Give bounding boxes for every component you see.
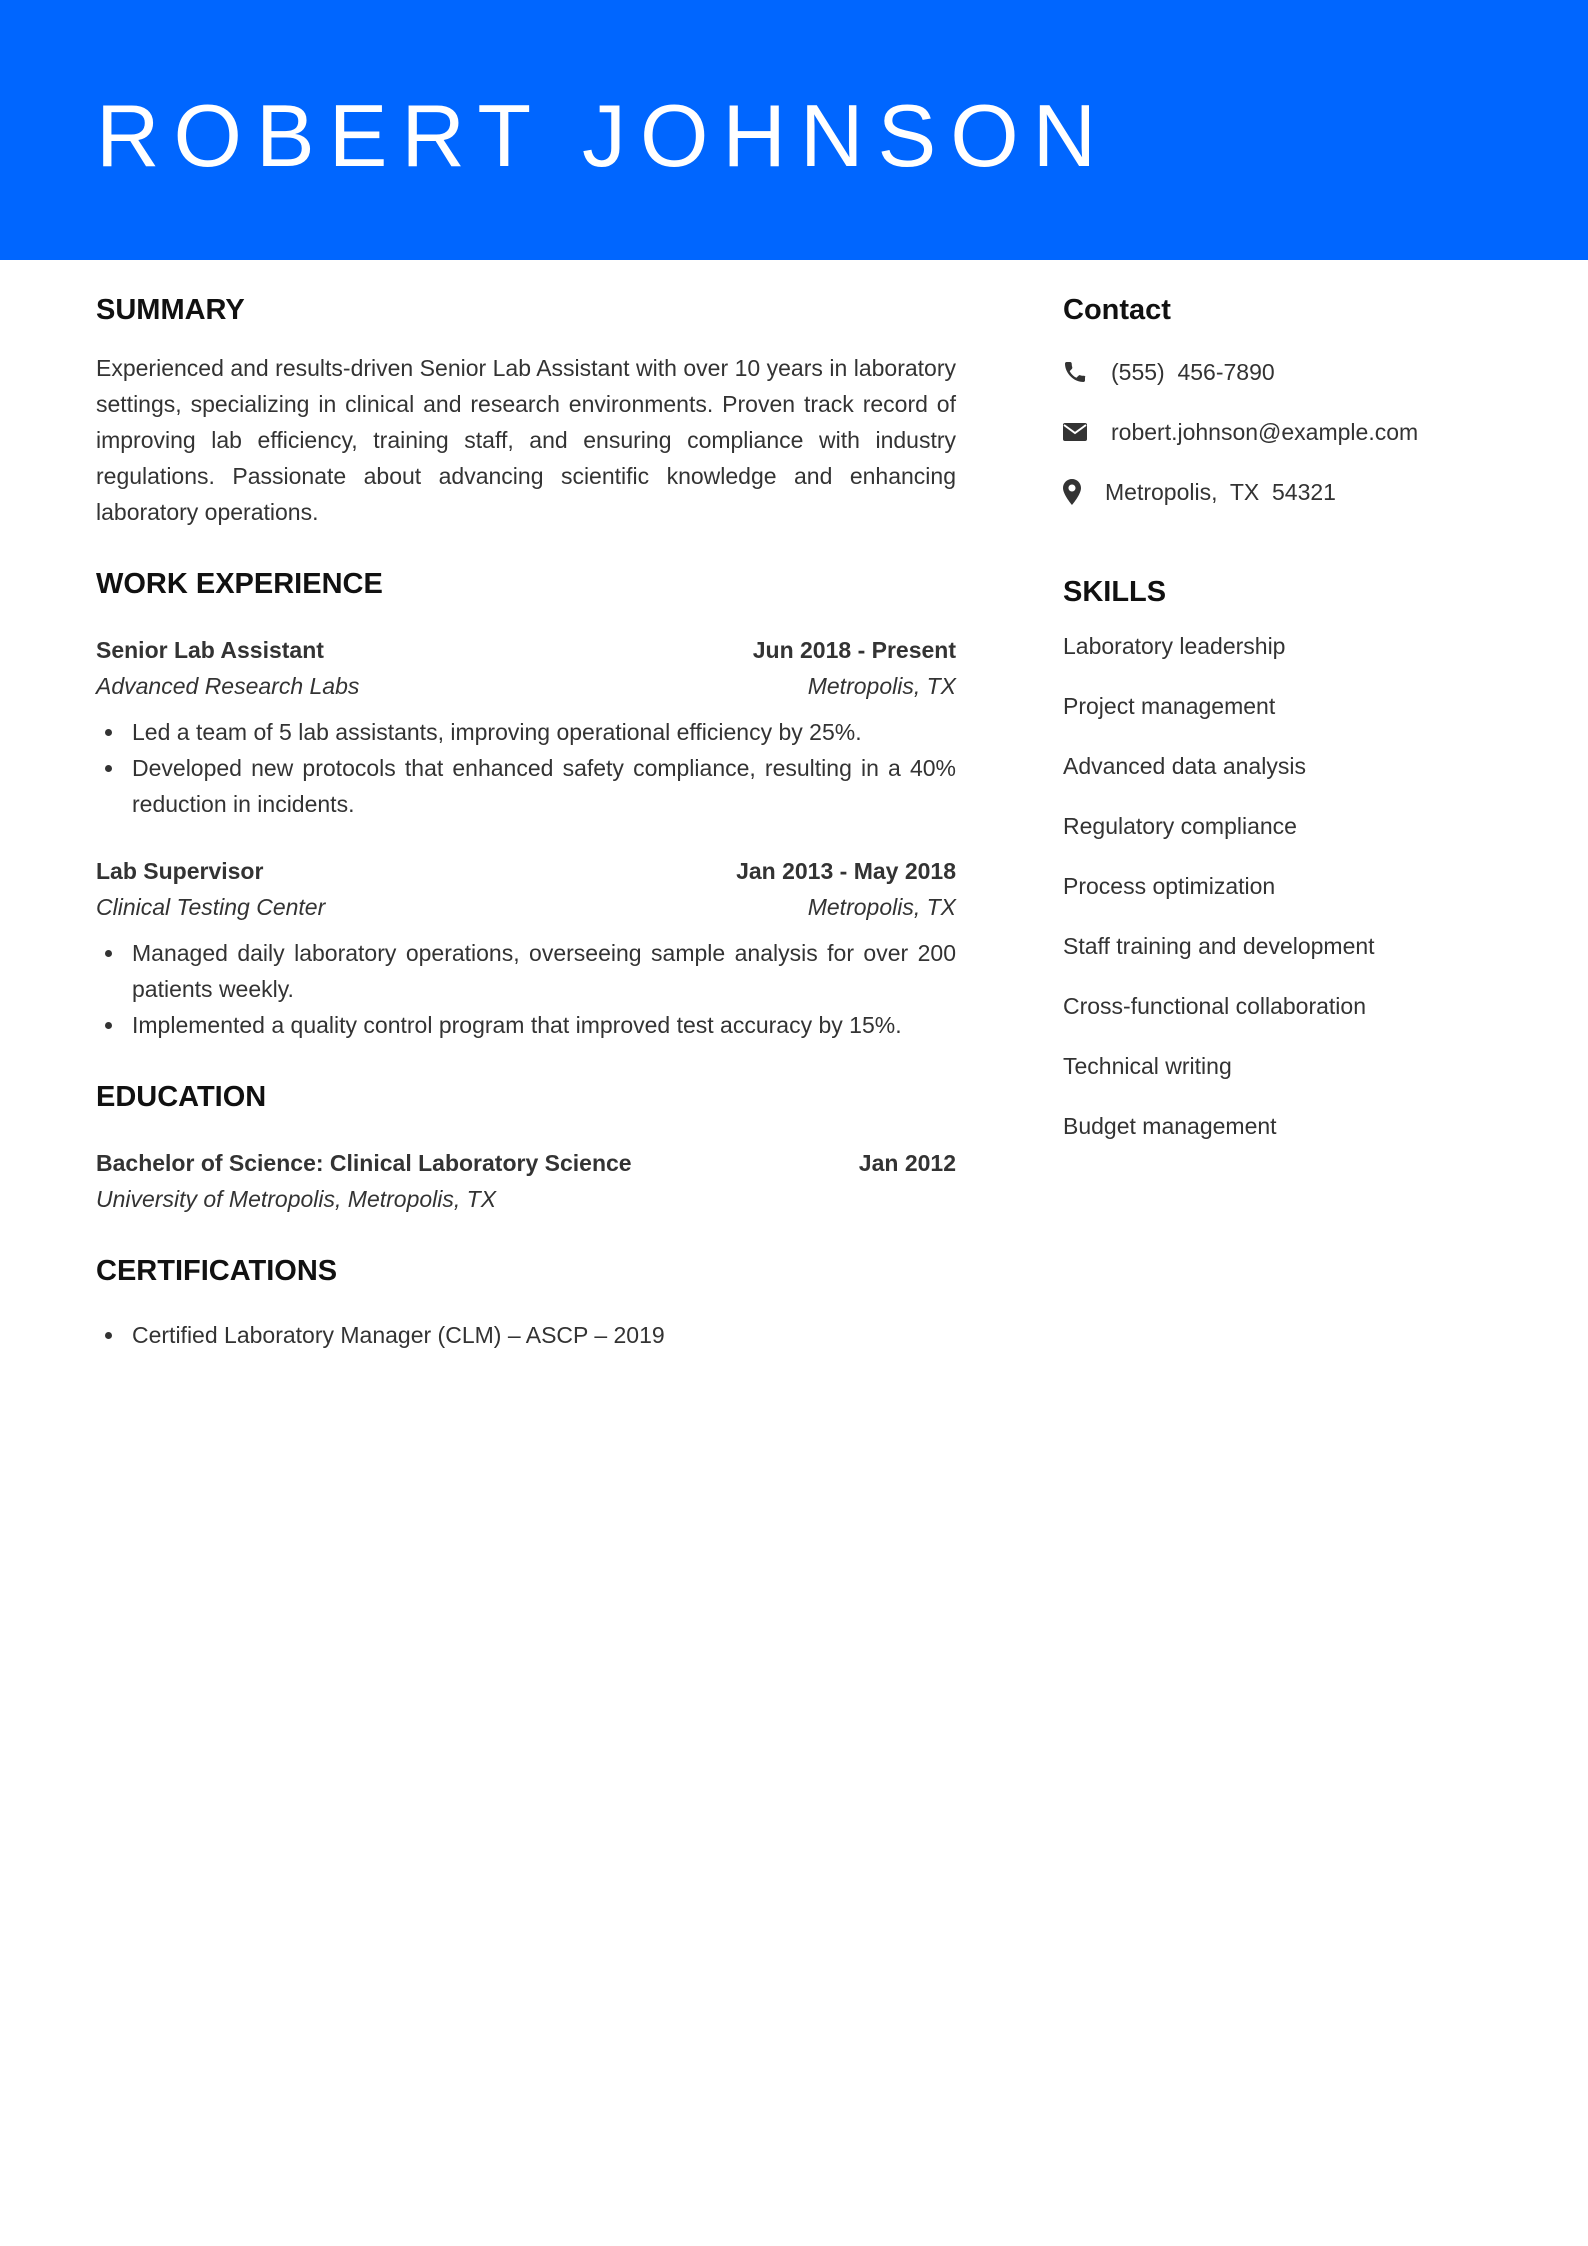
main-column (96, 290, 956, 1353)
skills-title: SKILLS (1063, 576, 1167, 608)
map-pin-icon (1063, 474, 1105, 510)
experience-section (96, 564, 956, 1043)
contact-phone (1063, 354, 1503, 390)
education-section (96, 1077, 956, 1217)
candidate-name: ROBERT JOHNSON (96, 86, 1111, 185)
contact-location (1063, 474, 1503, 510)
skill-item: Process optimization (1063, 873, 1276, 899)
education-title: EDUCATION (96, 1081, 267, 1113)
certifications-title: CERTIFICATIONS (96, 1255, 338, 1287)
job-entry (96, 632, 956, 822)
summary-text: Experienced and results-driven Senior Lab Assistant with over 10 years in laboratory settings, specializing in clinical and research environments. Proven track record of improving lab efficiency, training staff, and ensuring compliance with industry regulations. Passionate about advancing scientific knowledge and enhancing laboratory operations. (96, 355, 956, 525)
job-role: Lab Supervisor (96, 858, 264, 884)
envelope-icon (1063, 414, 1111, 450)
location-text: Metropolis, TX 54321 (1105, 478, 1336, 505)
skill-item: Advanced data analysis (1063, 753, 1306, 779)
certification-item: Certified Laboratory Manager (CLM) – ASCP – 2019 (96, 1317, 956, 1353)
skill-item: Regulatory compliance (1063, 813, 1297, 839)
job-location: Metropolis, TX (807, 673, 956, 699)
certifications-section (96, 1251, 956, 1353)
sidebar-column (1063, 290, 1503, 1144)
job-bullets (96, 935, 956, 1043)
job-bullet: Implemented a quality control program that improved test accuracy by 15%. (96, 1007, 956, 1043)
school: University of Metropolis, Metropolis, TX (96, 1186, 497, 1212)
skill-item: Project management (1063, 693, 1276, 719)
job-bullet: Managed daily laboratory operations, overseeing sample analysis for over 200 patients weekly. (96, 935, 956, 1007)
job-location: Metropolis, TX (807, 894, 956, 920)
contact-section (1063, 290, 1503, 510)
job-dates: Jan 2013 - May 2018 (736, 858, 956, 884)
job-bullets (96, 714, 956, 822)
job-company: Clinical Testing Center (96, 894, 326, 920)
job-company: Advanced Research Labs (96, 673, 360, 699)
skill-item: Cross-functional collaboration (1063, 993, 1366, 1019)
job-entry (96, 853, 956, 1043)
summary-title: SUMMARY (96, 294, 245, 326)
job-dates: Jun 2018 - Present (752, 637, 956, 663)
experience-title: WORK EXPERIENCE (96, 568, 383, 600)
graduation-date: Jan 2012 (858, 1150, 956, 1176)
skills-section (1063, 572, 1503, 1144)
phone-icon (1063, 354, 1111, 390)
contact-email (1063, 414, 1503, 450)
degree: Bachelor of Science: Clinical Laboratory Science (96, 1150, 632, 1176)
skill-item: Staff training and development (1063, 933, 1375, 959)
job-bullet: Led a team of 5 lab assistants, improving operational efficiency by 25%. (96, 714, 956, 750)
skill-item: Laboratory leadership (1063, 633, 1286, 659)
certification-list (96, 1317, 956, 1353)
job-bullet: Developed new protocols that enhanced safety compliance, resulting in a 40% reduction in incidents. (96, 750, 956, 822)
skill-item: Technical writing (1063, 1053, 1232, 1079)
email-address[interactable]: robert.johnson@example.com (1111, 418, 1419, 445)
header-banner (0, 0, 1588, 260)
contact-title: Contact (1063, 294, 1171, 326)
job-role: Senior Lab Assistant (96, 637, 324, 663)
skill-item: Budget management (1063, 1113, 1277, 1139)
phone-number[interactable]: (555) 456-7890 (1111, 358, 1275, 385)
summary-section (96, 290, 956, 530)
